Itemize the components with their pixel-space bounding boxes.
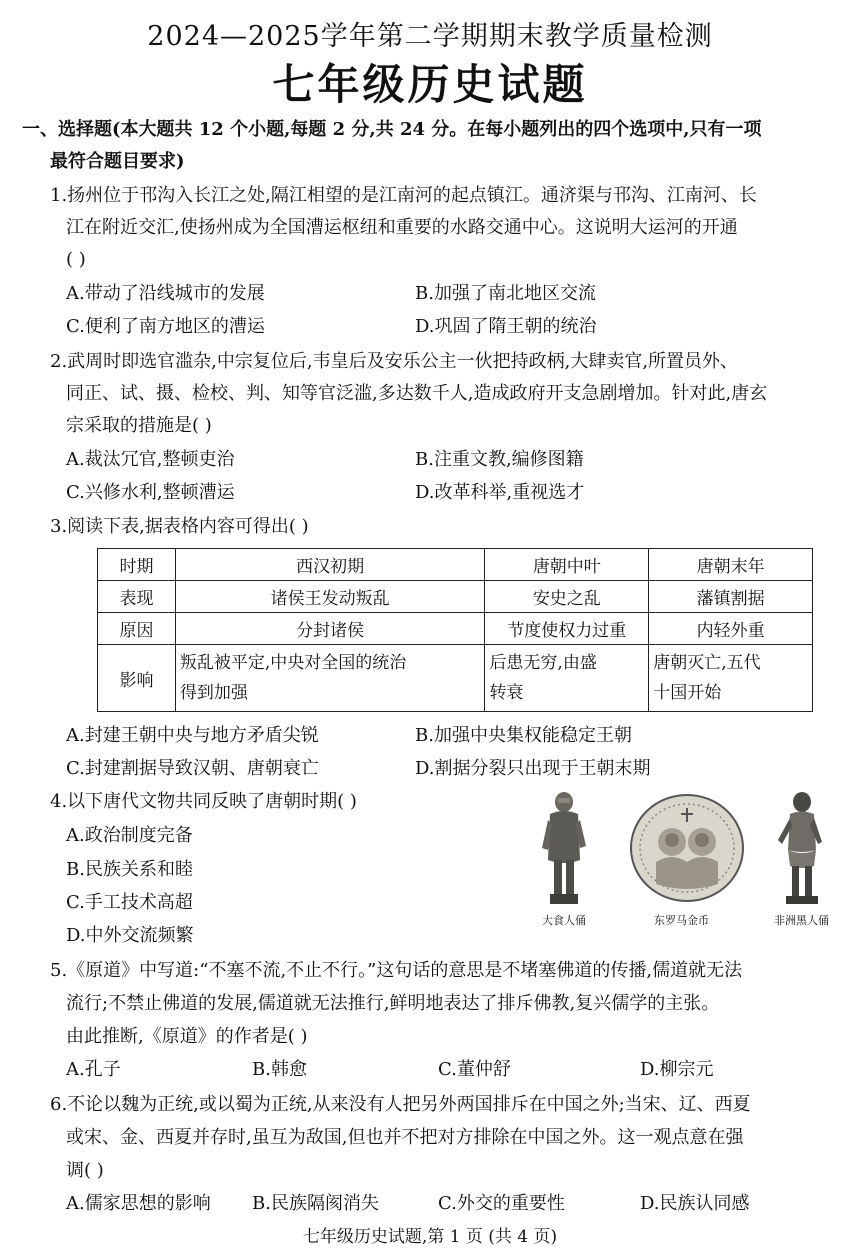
- table-cell: 表现: [98, 581, 176, 613]
- q5-line1: 5.《原道》中写道:“不塞不流,不止不行。”这句话的意思是不堵塞佛道的传播,儒道就无法: [50, 960, 743, 981]
- table-cell: 安史之乱: [485, 581, 649, 613]
- table-cell: 节度使权力过重: [485, 613, 649, 645]
- q3-stem: 3.阅读下表,据表格内容可得出( ): [50, 516, 309, 537]
- section-heading-line1: 一、选择题(本大题共 12 个小题,每题 2 分,共 24 分。在每小题列出的四个选项中,只有一项: [22, 119, 762, 140]
- q6-option-b: B.民族隔阂消失: [252, 1193, 379, 1214]
- table-cell: 影响: [98, 645, 176, 712]
- q4-option-c: C.手工技术高超: [66, 892, 193, 913]
- q3-option-c: C.封建割据导致汉朝、唐朝衰亡: [66, 758, 319, 779]
- q2-option-b: B.注重文教,编修图籍: [415, 449, 584, 470]
- q3-option-a: A.封建王朝中央与地方矛盾尖锐: [66, 725, 319, 746]
- impact-1-line2: 得到加强: [179, 683, 248, 703]
- table-cell: 内轻外重: [649, 613, 813, 645]
- table-cell: [485, 645, 649, 712]
- q5-option-c: C.董仲舒: [438, 1059, 511, 1080]
- q1-line1: 1.扬州位于邗沟入长江之处,隔江相望的是江南河的起点镇江。通济渠与邗沟、江南河、长: [50, 185, 757, 206]
- table-row: [98, 581, 813, 613]
- q1-line2: 江在附近交汇,使扬州成为全国漕运枢纽和重要的水路交通中心。这说明大运河的开通: [66, 217, 738, 238]
- q3-option-b: B.加强中央集权能稳定王朝: [415, 725, 632, 746]
- table-row: [98, 645, 813, 712]
- q3-option-d: D.割据分裂只出现于王朝末期: [415, 758, 651, 779]
- african-figurine-image: [768, 790, 832, 908]
- q4-option-b: B.民族关系和睦: [66, 859, 193, 880]
- page-footer: 七年级历史试题,第 1 页 (共 4 页): [302, 1227, 558, 1247]
- q4-stem: 4.以下唐代文物共同反映了唐朝时期( ): [50, 791, 357, 812]
- artifact-images: [530, 790, 846, 930]
- q5-line2: 流行;不禁止佛道的发展,儒道就无法推行,鲜明地表达了排斥佛教,复兴儒学的主张。: [66, 993, 720, 1014]
- q4-option-a: A.政治制度完备: [66, 825, 193, 846]
- q2-option-a: A.裁汰冗官,整顿吏治: [66, 449, 235, 470]
- q5-line3: 由此推断,《原道》的作者是( ): [66, 1026, 308, 1047]
- q6-line2: 或宋、金、西夏并存时,虽互为敌国,但也并不把对方排除在中国之外。这一观点意在强: [66, 1127, 744, 1148]
- q6-line1: 6.不论以魏为正统,或以蜀为正统,从来没有人把另外两国排斥在中国之外;当宋、辽、西夏: [50, 1094, 751, 1115]
- q5-option-a: A.孔子: [66, 1059, 121, 1080]
- q1-line3: ( ): [66, 249, 86, 270]
- q1-option-a: A.带动了沿线城市的发展: [66, 283, 265, 304]
- exam-title: 2024—2025学年第二学期期末教学质量检测: [147, 21, 713, 52]
- impact-2-line1: 后患无穷,由盛: [489, 653, 597, 673]
- section-heading-line2: 最符合题目要求): [50, 151, 185, 172]
- q1-option-c: C.便利了南方地区的漕运: [66, 316, 265, 337]
- table-cell: [175, 645, 485, 712]
- q2-line3: 宗采取的措施是( ): [66, 415, 212, 436]
- byzantine-coin-image: [628, 792, 746, 904]
- caption-byzantine-coin: 东罗马金币: [654, 914, 709, 927]
- q5-option-b: B.韩愈: [252, 1059, 307, 1080]
- impact-3-line1: 唐朝灭亡,五代: [653, 653, 761, 673]
- table-row: [98, 549, 813, 581]
- q6-option-c: C.外交的重要性: [438, 1193, 565, 1214]
- q2-option-d: D.改革科举,重视选才: [415, 482, 585, 503]
- caption-african-figurine: 非洲黑人俑: [774, 914, 829, 927]
- q1-option-b: B.加强了南北地区交流: [415, 283, 596, 304]
- impact-2-line2: 转衰: [489, 683, 524, 703]
- q2-option-c: C.兴修水利,整顿漕运: [66, 482, 235, 503]
- table-row: [98, 613, 813, 645]
- caption-arab-figurine: 大食人俑: [542, 914, 586, 927]
- arab-figurine-image: [534, 790, 594, 908]
- table-cell: [649, 645, 813, 712]
- subject-title: 七年级历史试题: [272, 60, 588, 109]
- q1-option-d: D.巩固了隋王朝的统治: [415, 316, 597, 337]
- impact-3-line2: 十国开始: [653, 683, 722, 703]
- impact-1-line1: 叛乱被平定,中央对全国的统治: [179, 653, 407, 673]
- table-cell: 藩镇割据: [649, 581, 813, 613]
- table-cell: 原因: [98, 613, 176, 645]
- q2-line1: 2.武周时即选官滥杂,中宗复位后,韦皇后及安乐公主一伙把持政柄,大肆卖官,所置员外、: [50, 351, 739, 372]
- table-cell: 西汉初期: [175, 549, 485, 581]
- q4-option-d: D.中外交流频繁: [66, 925, 194, 946]
- table-cell: 时期: [98, 549, 176, 581]
- table-cell: 唐朝中叶: [485, 549, 649, 581]
- q6-option-a: A.儒家思想的影响: [66, 1193, 211, 1214]
- table-cell: 诸侯王发动叛乱: [175, 581, 485, 613]
- q6-option-d: D.民族认同感: [640, 1193, 750, 1214]
- table-cell: 唐朝末年: [649, 549, 813, 581]
- q2-line2: 同正、试、摄、检校、判、知等官泛滥,多达数千人,造成政府开支急剧增加。针对此,唐玄: [66, 383, 768, 404]
- table-cell: 分封诸侯: [175, 613, 485, 645]
- q5-option-d: D.柳宗元: [640, 1059, 714, 1080]
- q6-line3: 调( ): [66, 1160, 104, 1181]
- q3-table: [97, 548, 813, 712]
